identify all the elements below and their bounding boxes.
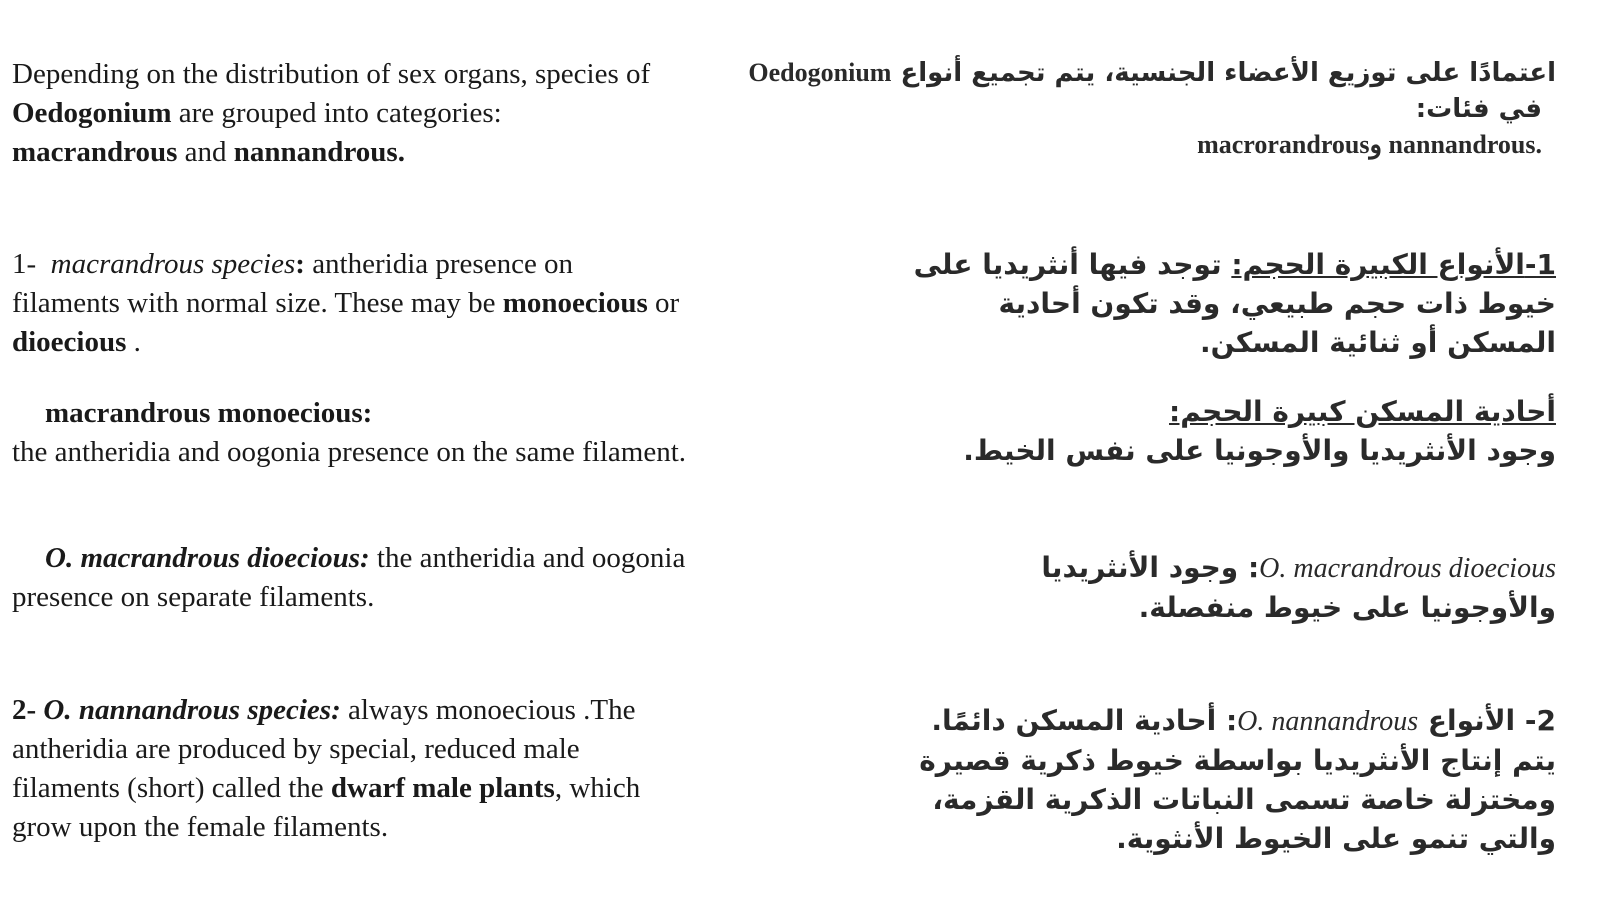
- section2-ar-line4: والتي تنمو على الخيوط الأنثوية.: [1116, 822, 1556, 855]
- dio-en-block: [12, 539, 685, 617]
- section1-en-line2: filaments with normal size. These may be monoecious or: [12, 287, 680, 319]
- term-dwarf-male-plants: dwarf male plants: [330, 772, 555, 804]
- intro-en-line3: macrandrous and nannandrous.: [12, 136, 405, 168]
- mono-en-heading: macrandrous monoecious:: [45, 397, 373, 429]
- intro-en-block: [12, 55, 650, 172]
- intro-ar-line3: .nannandrous وmacrorandrous: [1197, 130, 1542, 159]
- mono-en-text: the antheridia and oogonia presence on the same filament.: [12, 436, 686, 468]
- mono-en-block: [12, 394, 686, 472]
- term-nannandrous: nannandrous.: [233, 136, 405, 168]
- section2-en-line3: filaments (short) called the dwarf male plants, which: [12, 772, 641, 804]
- section1-ar-block: [914, 245, 1556, 362]
- section1-en-block: [12, 245, 679, 362]
- intro-ar-line1: اعتمادًا على توزيع الأعضاء الجنسية، يتم تجميع أنواع Oedogonium: [748, 58, 1556, 88]
- section2-ar-line2: يتم إنتاج الأنثريديا بواسطة خيوط ذكرية قصيرة: [919, 744, 1556, 777]
- mono-ar-heading: أحادية المسكن كبيرة الحجم:: [1169, 395, 1556, 428]
- dio-ar-block: [1041, 548, 1556, 627]
- section1-ar-line3: المسكن أو ثنائية المسكن.: [1200, 326, 1556, 359]
- dio-en-line1: O. macrandrous dioecious: the antheridia and oogonia: [45, 542, 686, 574]
- section1-heading: macrandrous species: [50, 248, 296, 280]
- section1-ar-line1: 1-الأنواع الكبيرة الحجم: توجد فيها أنثريديا على: [913, 248, 1556, 281]
- mono-ar-text: وجود الأنثريديا والأوجونيا على نفس الخيط.: [963, 434, 1556, 467]
- section2-ar-term: O. nannandrous: [1237, 706, 1419, 737]
- intro-ar-block: [748, 55, 1556, 163]
- intro-ar-line2: في فئات:: [1415, 94, 1542, 124]
- intro-en-line2: Oedogonium are grouped into categories:: [12, 97, 502, 129]
- section2-en-line2: antheridia are produced by special, reduced male: [12, 733, 580, 765]
- section2-en-line1: 2- O. nannandrous species: always monoecious .The: [12, 694, 636, 726]
- section2-ar-line1: 2- الأنواع O. nannandrous: أحادية المسكن دائمًا.: [931, 704, 1556, 737]
- mono-ar-block: [963, 392, 1556, 470]
- section2-en-line4: grow upon the female filaments.: [12, 811, 389, 843]
- section1-ar-heading: الأنواع الكبيرة الحجم:: [1231, 248, 1525, 281]
- section2-en-block: [12, 691, 640, 847]
- ar-genus-name: Oedogonium: [748, 58, 892, 87]
- dio-en-heading: O. macrandrous dioecious:: [45, 542, 370, 574]
- intro-en-line1: Depending on the distribution of sex organs, species of: [12, 58, 651, 90]
- dio-ar-line2: والأوجونيا على خيوط منفصلة.: [1138, 591, 1556, 624]
- term-monoecious: monoecious: [502, 287, 648, 319]
- section2-heading: O. nannandrous species:: [43, 694, 341, 726]
- dio-en-line2: presence on separate filaments.: [12, 581, 375, 613]
- section1-en-line3: dioecious .: [12, 326, 141, 358]
- section2-ar-block: [919, 701, 1556, 858]
- term-dioecious: dioecious: [12, 326, 127, 358]
- section1-ar-num: 1-: [1524, 248, 1556, 281]
- genus-name: Oedogonium: [12, 97, 172, 129]
- mono-ar-line1: [963, 392, 1556, 431]
- section2-ar-line3: ومختزلة خاصة تسمى النباتات الذكرية القزمة،: [932, 783, 1556, 816]
- term-macrandrous: macrandrous: [12, 136, 178, 168]
- section1-ar-line2: خيوط ذات حجم طبيعي، وقد تكون أحادية: [998, 287, 1556, 320]
- dio-ar-term: O. macrandrous dioecious: [1259, 553, 1556, 584]
- dio-ar-line1: O. macrandrous dioecious: وجود الأنثريديا: [1041, 551, 1556, 584]
- section1-en-line1: 1- macrandrous species: antheridia presence on: [12, 248, 574, 280]
